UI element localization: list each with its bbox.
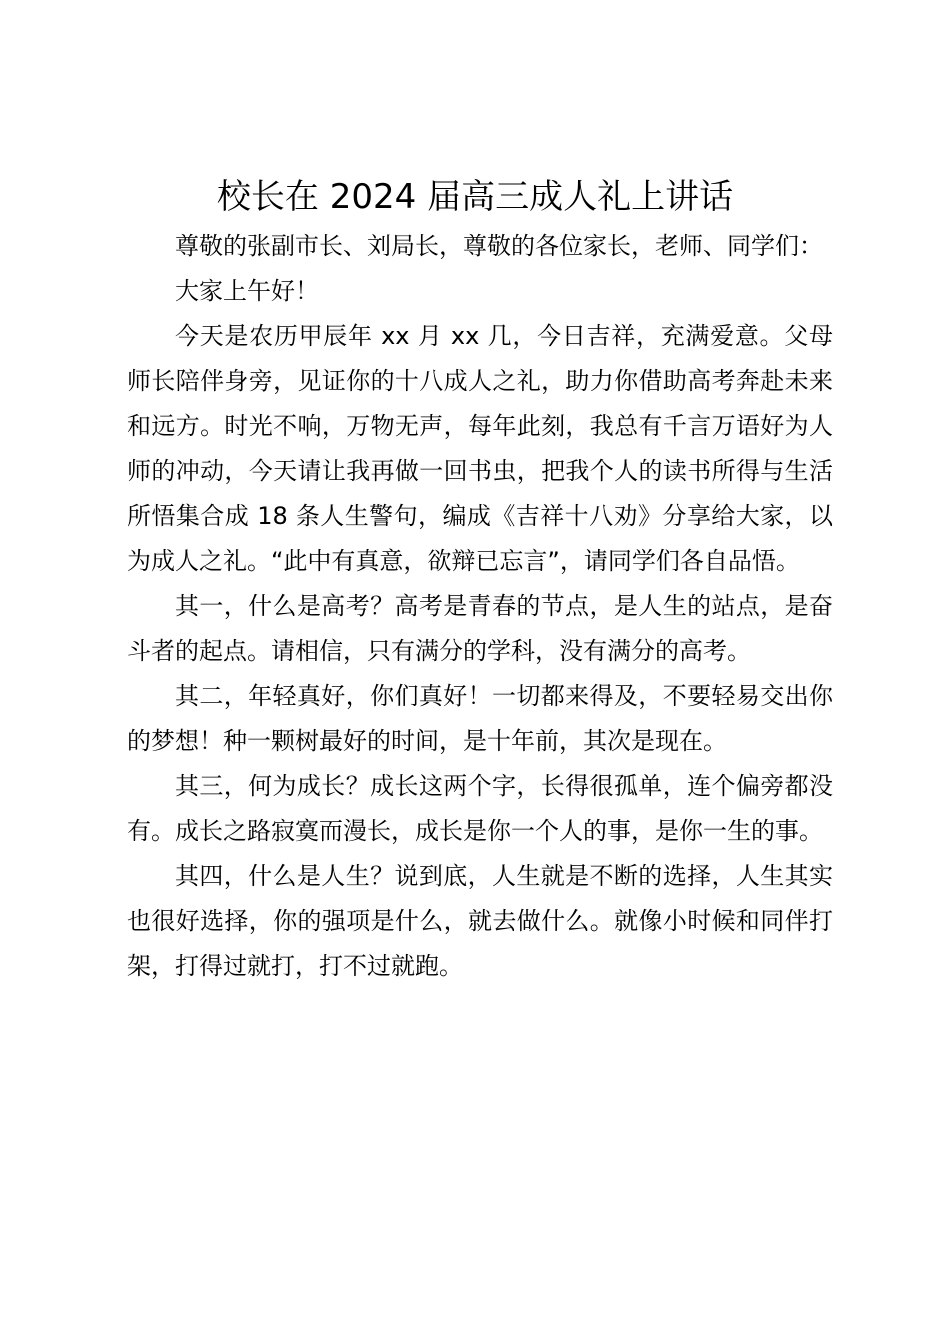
document-title: 校长在 2024 届高三成人礼上讲话 xyxy=(216,177,734,217)
paragraph-point-2: 其二，年轻真好，你们真好！一切都来得及，不要轻易交出你的梦想！种一颗树最好的时间，是十年前，其次是现在。 xyxy=(127,682,833,755)
paragraph-intro: 今天是农历甲辰年 xx 月 xx 几，今日吉祥，充满爱意。父母师长陪伴身旁，见证你的十八成人之礼，助力你借助高考奔赴未来和远方。时光不响，万物无声，每年此刻，我总有千言万语好为人师的冲动，今天请让我再做一回书虫，把我个人的读书所得与生活所悟集合成 18 条人生警句，编成《吉祥十八劝》分享给大家，以为成人之礼。“此中有真意，欲辩已忘言”，请同学们各自品悟。 xyxy=(127,322,833,575)
paragraph-point-1: 其一，什么是高考？高考是青春的节点，是人生的站点，是奋斗者的起点。请相信，只有满分的学科，没有满分的高考。 xyxy=(127,592,833,665)
paragraph-point-4: 其四，什么是人生？说到底，人生就是不断的选择，人生其实也很好选择，你的强项是什么，就去做什么。就像小时候和同伴打架，打得过就打，打不过就跑。 xyxy=(127,862,833,980)
paragraph-salutation: 尊敬的张副市长、刘局长，尊敬的各位家长，老师、同学们： xyxy=(175,232,823,260)
document-body xyxy=(127,224,833,989)
paragraph-greeting: 大家上午好！ xyxy=(175,277,319,305)
paragraph-point-3: 其三，何为成长？成长这两个字，长得很孤单，连个偏旁都没有。成长之路寂寞而漫长，成长是你一个人的事，是你一生的事。 xyxy=(127,772,833,845)
